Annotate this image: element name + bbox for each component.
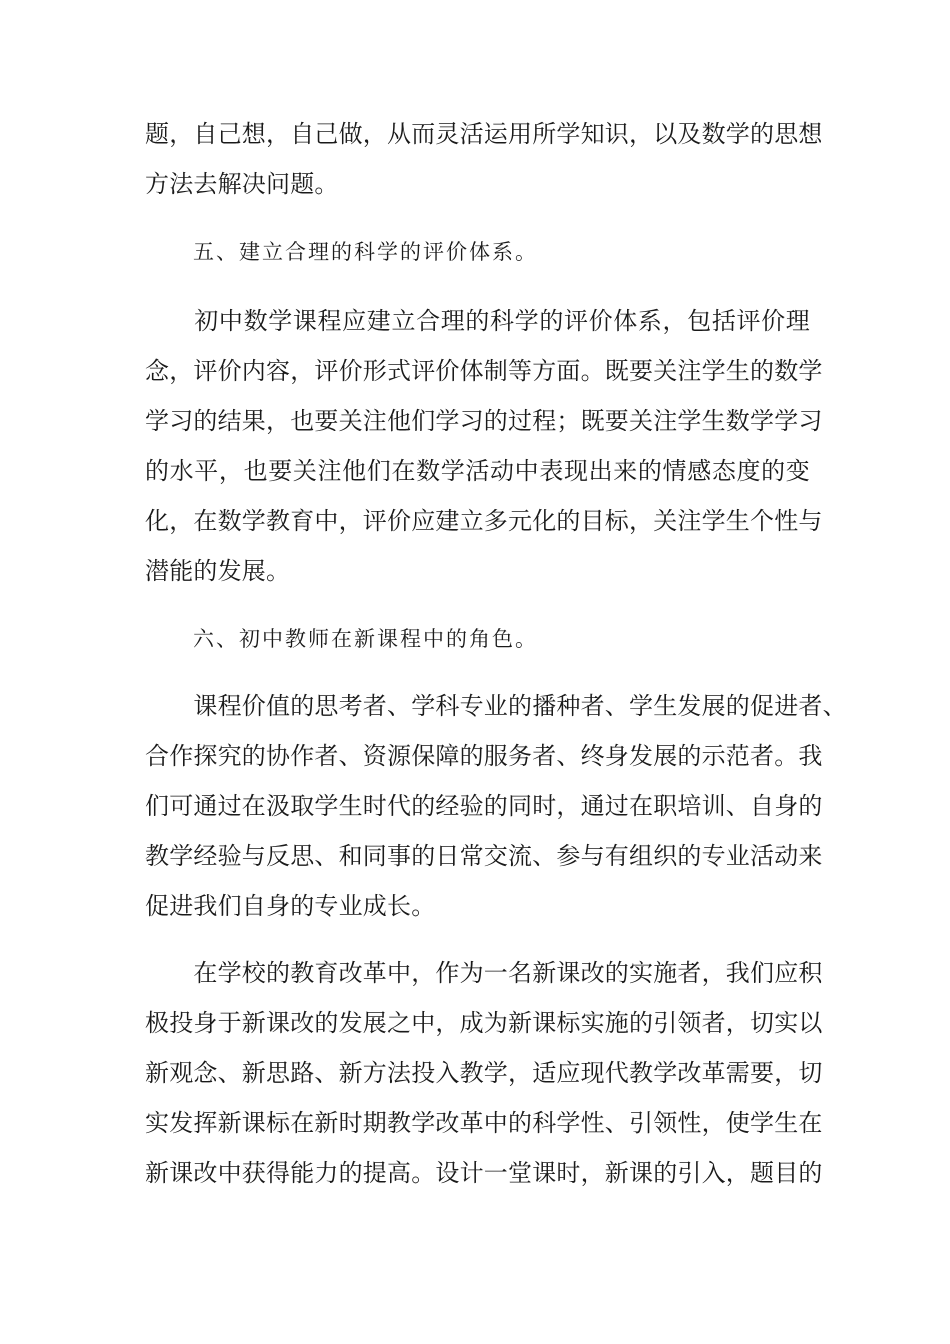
section-heading-5: 五、建立合理的科学的评价体系。 xyxy=(193,240,538,264)
paragraph-line: 学习的结果，也要关注他们学习的过程；既要关注学生数学学习 xyxy=(145,407,823,435)
paragraph-line: 合作探究的协作者、资源保障的服务者、终身发展的示范者。我 xyxy=(145,742,823,770)
paragraph-line: 念，评价内容，评价形式评价体制等方面。既要关注学生的数学 xyxy=(145,357,823,385)
paragraph-line: 促进我们自身的专业成长。 xyxy=(145,892,436,920)
paragraph-line: 极投身于新课改的发展之中，成为新课标实施的引领者，切实以 xyxy=(145,1009,823,1037)
paragraph-line: 题，自己想，自己做，从而灵活运用所学知识，以及数学的思想 xyxy=(145,120,823,148)
paragraph-line: 化，在数学教育中，评价应建立多元化的目标，关注学生个性与 xyxy=(145,507,823,535)
section-heading-6: 六、初中教师在新课程中的角色。 xyxy=(193,627,538,651)
paragraph-line: 方法去解决问题。 xyxy=(145,170,339,198)
paragraph-line: 的水平，也要关注他们在数学活动中表现出来的情感态度的变 xyxy=(145,457,810,485)
paragraph-line: 潜能的发展。 xyxy=(145,557,291,585)
paragraph-line: 实发挥新课标在新时期教学改革中的科学性、引领性，使学生在 xyxy=(145,1109,823,1137)
paragraph-line: 初中数学课程应建立合理的科学的评价体系，包括评价理 xyxy=(145,307,810,335)
paragraph-line: 教学经验与反思、和同事的日常交流、参与有组织的专业活动来 xyxy=(145,842,823,870)
paragraph-line: 在学校的教育改革中，作为一名新课改的实施者，我们应积 xyxy=(145,959,823,987)
paragraph-line: 新观念、新思路、新方法投入教学，适应现代教学改革需要，切 xyxy=(145,1059,823,1087)
paragraph-line: 课程价值的思考者、学科专业的播种者、学生发展的促进者、 xyxy=(145,692,847,720)
paragraph-line: 们可通过在汲取学生时代的经验的同时，通过在职培训、自身的 xyxy=(145,792,823,820)
paragraph-line: 新课改中获得能力的提高。设计一堂课时，新课的引入，题目的 xyxy=(145,1159,823,1187)
